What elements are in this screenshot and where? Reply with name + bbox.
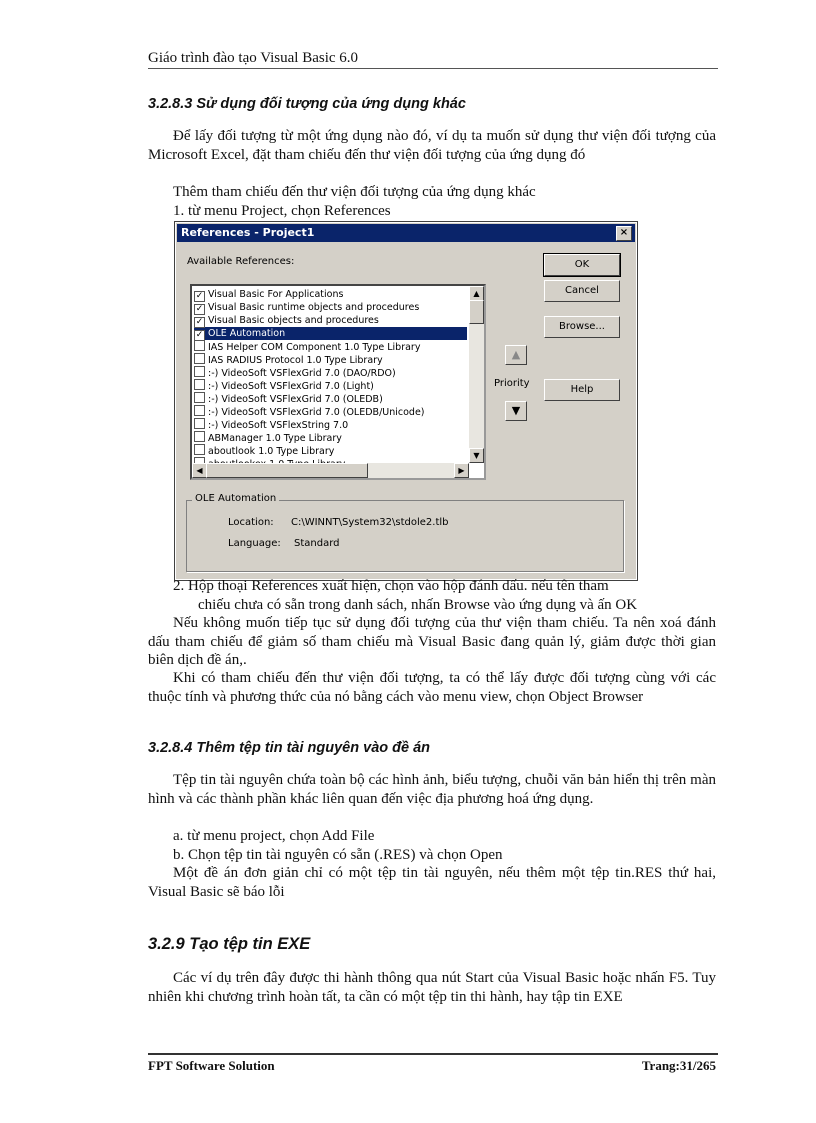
close-icon[interactable]: × bbox=[616, 226, 632, 241]
checkbox-checked-icon[interactable]: ✓ bbox=[195, 304, 204, 314]
cancel-button[interactable]: Cancel bbox=[544, 280, 620, 302]
reference-label: :-) VideoSoft VSFlexGrid 7.0 (Light) bbox=[208, 381, 374, 392]
section-heading-3-2-8-3: 3.2.8.3 Sử dụng đối tượng của ứng dụng khác bbox=[148, 96, 466, 112]
reference-label: Visual Basic objects and procedures bbox=[208, 315, 379, 326]
checkbox-checked-icon[interactable]: ✓ bbox=[195, 291, 204, 301]
checkbox-empty-icon[interactable] bbox=[194, 379, 205, 390]
step-2-line-2: chiếu chưa có sẵn trong danh sách, nhấn Browse vào ứng dụng và ấn OK bbox=[198, 596, 638, 613]
section-heading-3-2-9: 3.2.9 Tạo tệp tin EXE bbox=[148, 935, 311, 953]
reference-item[interactable] bbox=[194, 392, 383, 405]
checkbox-empty-icon[interactable] bbox=[194, 353, 205, 364]
intro-paragraph: Để lấy đối tượng từ một ứng dụng nào đó, ví dụ ta muốn sử dụng thư viện đối tượng của Microsoft Excel, đặt tham chiếu đến thư viện đối tượng của ứng dụng đó bbox=[148, 128, 716, 163]
reference-item[interactable] bbox=[194, 366, 396, 379]
reference-label: ABManager 1.0 Type Library bbox=[208, 433, 342, 444]
location-value: C:\WINNT\System32\stdole2.tlb bbox=[291, 517, 449, 528]
checkbox-empty-icon[interactable] bbox=[194, 444, 205, 455]
reference-label: :-) VideoSoft VSFlexGrid 7.0 (OLEDB) bbox=[208, 394, 383, 405]
page-header-title: Giáo trình đào tạo Visual Basic 6.0 bbox=[148, 50, 359, 66]
checkbox-empty-icon[interactable] bbox=[194, 418, 205, 429]
scroll-right-icon[interactable]: ▶ bbox=[454, 463, 469, 478]
single-res-paragraph: Một đề án đơn giản chỉ có một tệp tin tài nguyên, nếu thêm một tệp tin.RES thứ hai, Visual Basic sẽ báo lỗi bbox=[148, 865, 716, 900]
browse-button[interactable]: Browse... bbox=[544, 316, 620, 338]
scroll-up-icon[interactable]: ▲ bbox=[469, 286, 484, 301]
step-b: b. Chọn tệp tin tài nguyên có sẵn (.RES) và chọn Open bbox=[173, 847, 503, 863]
header-divider bbox=[148, 68, 718, 69]
checkbox-empty-icon[interactable] bbox=[194, 431, 205, 442]
reference-item[interactable] bbox=[194, 314, 379, 327]
resource-file-paragraph: Tệp tin tài nguyên chứa toàn bộ các hình ảnh, biểu tượng, chuỗi văn bản hiển thị trên màn hình và các thành phần khác liên quan đến việc địa phương hoá ứng dụng. bbox=[148, 772, 716, 807]
footer-page-number: Trang:31/265 bbox=[641, 1058, 716, 1073]
references-dialog bbox=[175, 222, 637, 580]
checkbox-empty-icon[interactable] bbox=[194, 405, 205, 416]
object-browser-paragraph: Khi có tham chiếu đến thư viện đối tượng, ta có thể lấy được đối tượng cùng với các thuộc tính và phương thức của nó bằng cách vào menu view, chọn Object Browser bbox=[148, 670, 716, 705]
reference-item[interactable] bbox=[194, 353, 383, 366]
section-heading-3-2-8-4: 3.2.8.4 Thêm tệp tin tài nguyên vào đề án bbox=[148, 740, 431, 756]
group-title: OLE Automation bbox=[192, 493, 279, 504]
remove-reference-paragraph: Nếu không muốn tiếp tục sử dụng đối tượng của thư viện tham chiếu. Ta nên xoá đánh dấu tham chiếu để giảm số tham chiếu mà Visual Basic đang quản lý, giảm được thời gian biên dịch đề án,. bbox=[148, 615, 716, 668]
ok-button[interactable]: OK bbox=[544, 254, 620, 276]
checkbox-checked-icon[interactable]: ✓ bbox=[195, 330, 204, 340]
scroll-left-icon[interactable]: ◀ bbox=[192, 463, 207, 478]
priority-label: Priority bbox=[494, 378, 530, 389]
reference-label: IAS RADIUS Protocol 1.0 Type Library bbox=[208, 355, 383, 366]
checkbox-empty-icon[interactable] bbox=[194, 340, 205, 351]
dialog-title-bar bbox=[177, 224, 635, 242]
reference-item[interactable] bbox=[194, 431, 342, 444]
reference-label: IAS Helper COM Component 1.0 Type Library bbox=[208, 342, 421, 353]
reference-label: aboutlook 1.0 Type Library bbox=[208, 446, 335, 457]
reference-label: :-) VideoSoft VSFlexString 7.0 bbox=[208, 420, 349, 431]
reference-label: :-) VideoSoft VSFlexGrid 7.0 (OLEDB/Unicode) bbox=[208, 407, 425, 418]
scroll-down-icon[interactable]: ▼ bbox=[469, 448, 484, 463]
horizontal-scrollbar[interactable] bbox=[192, 463, 469, 478]
reference-label: :-) VideoSoft VSFlexGrid 7.0 (DAO/RDO) bbox=[208, 368, 396, 379]
add-reference-line: Thêm tham chiếu đến thư viện đối tượng của ứng dụng khác bbox=[173, 184, 536, 200]
footer-divider bbox=[148, 1053, 718, 1055]
reference-item[interactable] bbox=[194, 327, 467, 340]
reference-label: Visual Basic For Applications bbox=[208, 289, 344, 300]
scroll-thumb[interactable] bbox=[469, 300, 484, 324]
step-2-line-1: 2. Hộp thoại References xuất hiện, chọn vào hộp đánh dấu. nếu tên tham bbox=[173, 578, 609, 594]
references-listbox[interactable] bbox=[190, 284, 486, 480]
help-button[interactable]: Help bbox=[544, 379, 620, 401]
step-a: a. từ menu project, chọn Add File bbox=[173, 828, 375, 844]
footer-company: FPT Software Solution bbox=[148, 1058, 275, 1073]
reference-info-group bbox=[186, 500, 624, 572]
reference-item[interactable] bbox=[194, 405, 425, 418]
reference-item[interactable] bbox=[194, 379, 374, 392]
priority-up-icon[interactable]: ▲ bbox=[505, 345, 527, 365]
dialog-title: References - Project1 bbox=[181, 226, 315, 239]
checkbox-checked-icon[interactable]: ✓ bbox=[195, 317, 204, 327]
location-label: Location: bbox=[228, 517, 274, 528]
language-label: Language: bbox=[228, 538, 281, 549]
checkbox-empty-icon[interactable] bbox=[194, 392, 205, 403]
reference-item[interactable] bbox=[194, 444, 334, 457]
reference-label: OLE Automation bbox=[208, 328, 286, 339]
reference-item[interactable] bbox=[194, 340, 420, 353]
step-2 bbox=[173, 577, 716, 614]
available-references-label: Available References: bbox=[187, 256, 295, 267]
language-value: Standard bbox=[294, 538, 340, 549]
exe-paragraph: Các ví dụ trên đây được thi hành thông qua nút Start của Visual Basic hoặc nhấn F5. Tuy nhiên khi chương trình hoàn tất, ta cần có một tệp tin thi hành, hay tập tin EXE bbox=[148, 970, 716, 1005]
reference-item[interactable] bbox=[194, 288, 343, 301]
reference-item[interactable] bbox=[194, 418, 348, 431]
reference-label: Visual Basic runtime objects and procedures bbox=[208, 302, 420, 313]
step-1: 1. từ menu Project, chọn References bbox=[173, 203, 391, 219]
vertical-scrollbar[interactable] bbox=[469, 286, 484, 463]
hscroll-thumb[interactable] bbox=[206, 463, 368, 478]
checkbox-empty-icon[interactable] bbox=[194, 366, 205, 377]
reference-item[interactable] bbox=[194, 301, 419, 314]
priority-down-icon[interactable]: ▼ bbox=[505, 401, 527, 421]
